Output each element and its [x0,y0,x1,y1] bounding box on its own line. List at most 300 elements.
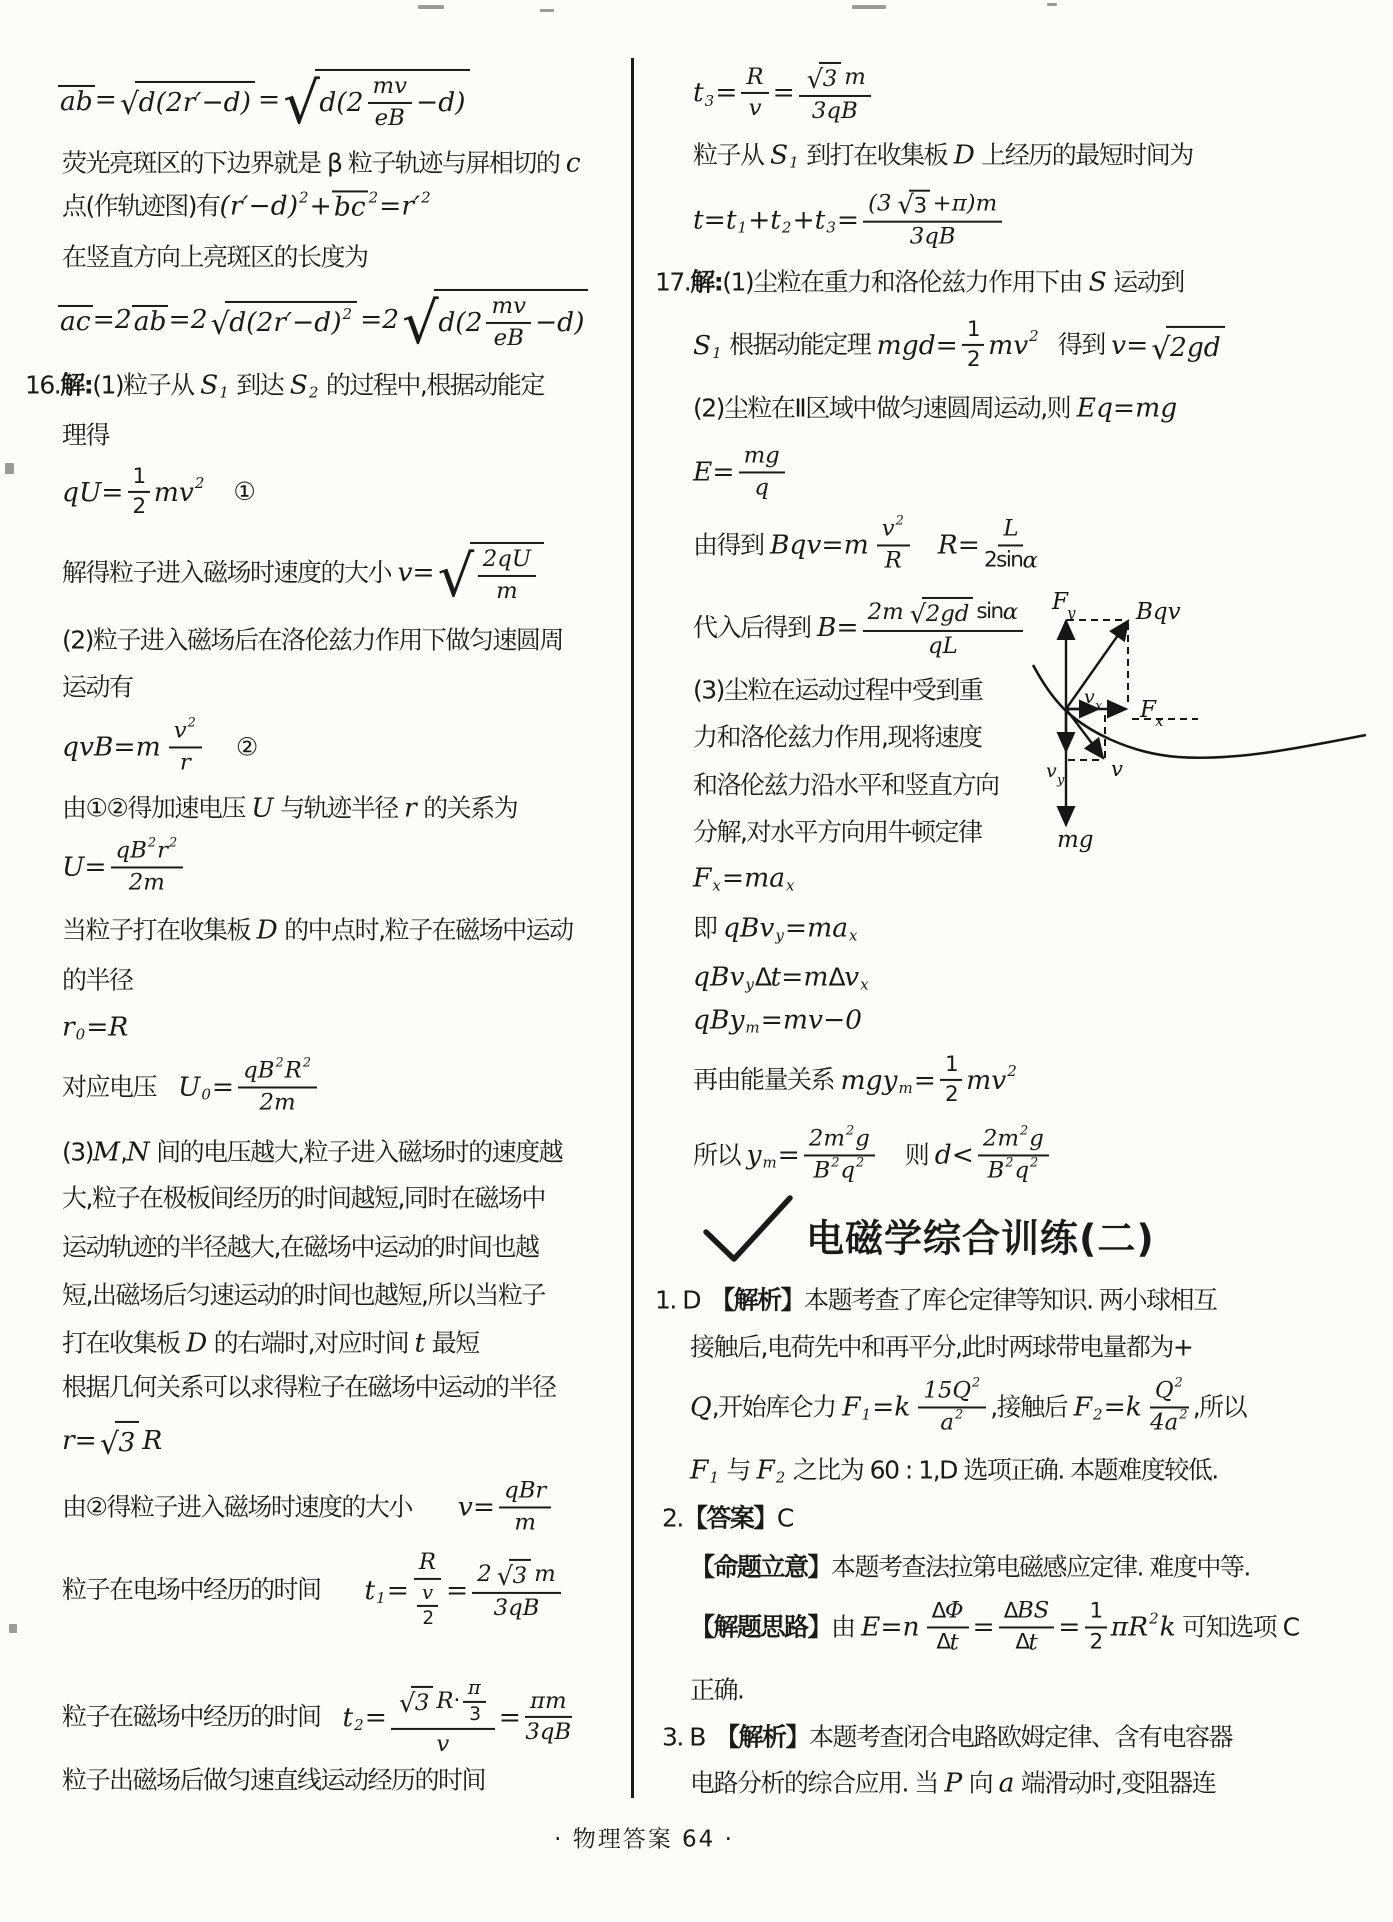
item-1 [655,1284,1216,1315]
math-run: R [884,547,902,573]
text-run: , [120,1137,127,1167]
scan-speck [5,463,14,474]
math-run: qBv [722,912,775,944]
math-run: r [404,792,417,824]
label-v: v [1111,757,1123,781]
text-run: 正确. [690,1675,744,1705]
math-script: 2 [1030,1155,1039,1171]
math-fraction [910,223,956,251]
text-run: 大,粒子在极板间经历的时间越短,同时在磁场中 [62,1183,545,1213]
math-fraction [741,64,768,121]
math-fraction [472,1559,561,1621]
math-fraction [940,1053,962,1107]
formula-line [62,1010,128,1043]
math-run: =2 [360,304,400,336]
math-run: Φ [944,1597,964,1624]
math-run: −d) [534,306,585,338]
formula-line [690,1598,1299,1655]
math-sqrt [470,542,544,604]
math-fraction [463,1677,486,1726]
math-fraction [863,190,1002,251]
math-run: =2 [92,304,132,336]
math-fraction [525,1688,572,1718]
column-divider [631,58,634,1798]
text-run: 短,出磁场后匀速运动的时间也越短,所以当粒子 [62,1280,545,1310]
math-run: v [844,961,860,993]
label-vy: v [1046,760,1057,782]
math-run: BS [1016,1597,1050,1624]
math-run: t [364,1574,376,1606]
math-run: Q [1154,1377,1174,1404]
spacer [700,1300,710,1301]
math-run: = [715,77,738,109]
text-run: 2sin [983,547,1023,573]
math-sqrt [1151,326,1224,368]
math-run: mg [743,442,780,469]
math-run: +π)m [932,190,998,217]
text-run: 由①②得加速电压 [62,793,252,823]
math-sqrt [437,542,544,610]
math-sqrt [225,301,357,339]
math-run: v [173,717,187,744]
math-fraction [368,74,412,131]
math-fraction [877,513,910,546]
math-script: 1 [219,383,229,402]
math-fraction [999,1598,1055,1628]
scan-speck [852,5,886,9]
math-fraction [111,835,184,868]
math-fraction [494,324,524,352]
text-line [690,1674,743,1705]
math-script: 2 [1005,1155,1014,1171]
text-line [62,1182,545,1213]
math-run: g [1029,1125,1044,1152]
label-fx-sub: x [1155,712,1164,730]
math-fraction [799,62,871,124]
math-script: 2 [342,304,353,323]
section-title: 电磁学综合训练(二) [806,1216,1155,1261]
math-run: πR [1110,1611,1149,1643]
math-run: qB [243,1057,275,1084]
math-sqrt [509,1559,532,1590]
math-script: 2 [1029,327,1039,346]
math-run: M [92,1136,121,1168]
math-run: +t [792,204,826,236]
math-sqrt: √ [402,289,438,357]
vector-bqv [1066,621,1128,709]
math-fraction [936,1628,958,1656]
math-sqrt: √ [909,599,925,630]
scan-speck [418,5,444,9]
math-script: 2 [194,474,205,493]
math-fraction [238,1055,317,1115]
math-run: 2gd [1169,331,1221,363]
math-run: t [949,1629,959,1655]
text-run: 与轨迹半径 [273,793,405,823]
math-run: D [185,1327,208,1359]
formula-line [62,465,254,519]
text-run: 再由能量关系 [693,1065,841,1095]
math-run: U= [62,851,107,883]
math-fraction [478,547,536,577]
math-run: =ma [784,912,848,944]
math-script: m [898,1078,913,1097]
math-sqrt [399,1686,433,1717]
math-script: x [860,975,869,994]
math-run: U [251,792,274,824]
math-run: =r′ [379,190,421,222]
math-script: 2 [831,1155,840,1171]
math-script: 2 [846,1123,855,1139]
scan-speck [540,9,554,12]
math-run: −d) [415,86,466,118]
text-line [62,964,133,995]
math-sqrt: √ [806,64,822,95]
math-run: qBv [693,961,745,993]
math-fraction [984,546,1038,574]
math-run: F [693,862,712,894]
text-run: 的右端时,对应时间 [207,1328,415,1358]
formula-line [62,715,257,775]
math-script: 2 [954,1407,964,1423]
text-line [693,816,981,847]
text-run: 粒子从 [693,140,770,170]
math-fraction [1085,1600,1107,1628]
text-run: 当粒子打在收集板 [62,915,257,945]
math-sqrt: √ [398,1688,414,1719]
math-sqrt [922,597,974,628]
formula-line [693,190,1006,251]
text-run: 2 [966,347,980,372]
math-run: mv [988,329,1029,361]
math-run: R [284,1057,302,1084]
math-fraction [478,547,536,604]
math-run: v= [457,1491,496,1523]
math-fraction [391,1677,495,1757]
formula-line [693,513,1042,573]
text-run: C [776,1503,793,1533]
math-fraction [422,1607,432,1630]
math-fraction [436,1730,449,1758]
text-line [62,624,563,655]
label-fx: F [1140,697,1156,723]
math-run: r [157,837,168,864]
math-fraction [525,1718,571,1746]
math-run: 15Q [923,1377,972,1404]
text-line [62,146,581,179]
text-run: ② [235,732,257,762]
math-run: L [1003,515,1019,542]
math-script: y [775,926,784,945]
text-run: 打在收集板 [62,1328,186,1358]
text-run: 2 [422,1608,433,1630]
math-run: F [842,1391,861,1423]
math-run: 3 [822,65,838,92]
text-run: 之比为 60 : 1,D 选项正确. 本题难度较低. [786,1455,1218,1485]
page-footer: · 物理答案 64 · [554,1826,734,1853]
math-run: S [693,329,712,361]
text-run: 间的电压越大,粒子进入磁场时的速度越 [149,1137,563,1167]
math-fraction [129,868,165,896]
math-run: d(2 [438,306,483,338]
math-fraction [494,1594,540,1622]
math-sqrt: √ [496,1561,512,1592]
math-script: 2 [856,1155,865,1171]
math-script: 1 [376,1588,386,1607]
formula-line [693,911,858,944]
math-run: S [769,139,789,171]
math-run: v= [397,557,435,589]
math-run: F [690,1454,709,1486]
math-fraction [169,715,202,775]
math-fraction [813,1156,865,1184]
spacer [156,1087,178,1088]
math-sqrt [434,289,588,351]
math-fraction [260,1088,296,1116]
math-sqrt [897,190,929,219]
math-run: v= [1111,329,1149,361]
math-script: 0 [75,1025,86,1044]
math-sqrt: √ [437,542,473,610]
spacer [891,204,894,205]
text-run: 最短 [425,1328,479,1358]
math-run: bc [333,191,366,223]
math-run: = [913,1064,936,1096]
math-run: r= [62,1424,97,1456]
math-run: P [944,1767,963,1799]
formula-line [62,1421,163,1463]
math-run: = [772,77,795,109]
math-fraction [739,443,785,500]
math-run: ab [133,305,167,337]
text-run: 即 [693,913,723,943]
math-fraction [967,346,979,372]
math-script: 3 [826,218,836,237]
formula-line [693,318,1228,372]
text-run: 1 [944,1051,958,1077]
formula-line [693,960,870,993]
spacer [910,1407,914,1408]
text-line [690,1331,1192,1362]
formula-line [690,1375,1247,1435]
math-fraction [496,577,518,605]
text-run: ,接触后 [990,1392,1074,1422]
text-line [690,1766,1215,1799]
formula-line [62,1055,321,1115]
math-script: 2 [354,1715,364,1734]
math-run: v [421,1580,433,1604]
math-run: = [446,1574,469,1606]
math-fraction [928,632,958,660]
item-2 [662,1502,793,1533]
text-line [693,674,982,705]
math-run: t [414,1327,426,1359]
math-run: E= [693,456,735,488]
text-run: (1)粒子从 [92,370,201,400]
spacer [1040,345,1058,346]
text-run: 根据动能定理 [722,330,877,360]
math-run: =mv−0 [760,1004,863,1036]
math-run: U [178,1071,201,1103]
text-run: ,开始库仑力 [711,1392,843,1422]
text-run: 运动有 [62,672,133,702]
math-script: 2 [1007,1062,1017,1081]
bold-text-run: 【解析】 [714,1722,809,1752]
math-fraction [863,597,1023,632]
math-run: α [1002,598,1019,625]
text-run: 本题考查了库仑定律等知识. 两小球相互 [804,1285,1217,1315]
math-sqrt: √ [99,1427,118,1463]
math-run: mv [153,476,194,508]
text-run: (2)粒子进入磁场后在洛伦兹力作用下做匀速圆周 [62,625,563,655]
math-overline [132,305,169,336]
math-run: m [514,1509,537,1535]
text-run: 到达 [229,370,290,400]
math-run: mgy [840,1064,898,1096]
trajectory-curve [1033,665,1366,758]
text-run: (2)尘粒在Ⅱ区域中做匀速圆周运动,则 [693,393,1077,423]
text-run: 1 [1089,1598,1102,1624]
math-sqrt [497,1559,531,1590]
math-run: a [998,1767,1015,1799]
math-run: d< [934,1139,974,1171]
math-script: 2 [308,383,319,402]
formula-line [58,289,591,357]
text-run: ① [233,477,255,507]
math-script: 2 [275,1055,284,1071]
text-line [62,1764,485,1795]
math-run: +t [748,204,781,236]
formula-line [62,1677,576,1757]
math-run: 2m [808,1125,845,1152]
math-script: y [745,975,754,994]
math-script: 1 [737,218,748,237]
text-line [62,791,517,824]
text-line [62,1231,538,1262]
math-sqrt [283,69,469,137]
math-run: =k [1103,1391,1142,1423]
text-run: 得到 [1057,330,1112,360]
math-fraction [1150,1375,1189,1408]
math-fraction [978,1123,1049,1156]
text-run: 粒子在电场中经历的时间 [62,1575,321,1605]
text-line [690,1551,1250,1582]
text-run: 粒子在磁场中经历的时间 [62,1702,321,1732]
math-sqrt [315,69,469,131]
math-run: D [256,914,278,946]
text-run: Δ [754,962,771,992]
math-run: = [94,84,117,116]
math-run: mv [491,292,526,319]
math-script: 2 [1149,1609,1159,1628]
math-run: D [953,139,975,171]
formula-line [693,1053,1018,1107]
math-fraction [375,104,405,132]
math-script: 2 [147,835,157,851]
math-script: 2 [1093,1405,1103,1424]
spacer [705,1737,715,1738]
math-run: = [211,1071,235,1103]
math-run: S [289,369,308,401]
math-script: 2 [421,188,431,207]
math-fraction [514,1508,536,1536]
math-script: 2 [168,835,178,851]
math-run: S [200,369,219,401]
math-fraction [499,1478,551,1535]
text-line [62,1371,556,1402]
math-run: 2 [477,1560,492,1587]
math-run: =k [872,1391,911,1423]
text-run: 分解,对水平方向用牛顿定律 [693,817,982,847]
math-run: c [565,147,581,179]
math-run: + [309,190,332,222]
math-fraction [988,1156,1040,1184]
text-run: 3. B [662,1722,705,1752]
math-fraction [128,465,150,493]
spacer [869,545,873,546]
math-run: = [498,1701,521,1733]
math-fraction [978,1123,1049,1183]
math-run: q [754,474,769,500]
formula-line [693,62,875,124]
math-fraction [984,516,1038,573]
math-fraction [804,1123,875,1156]
math-fraction [918,1375,986,1435]
math-run: R [418,1548,437,1575]
math-run: a [940,1409,954,1435]
math-sqrt [411,1686,434,1717]
spacer [206,747,236,748]
formula-line [693,597,1027,659]
math-sqrt: √ [283,69,319,137]
math-sqrt [210,301,358,343]
math-script: 2 [187,715,196,731]
math-script: x [786,876,795,895]
math-run: k [1159,1611,1176,1643]
math-fraction [486,294,530,351]
text-run: 端滑动时,变阻器连 [1014,1768,1216,1798]
text-run: 力和洛伦兹力作用,现将速度 [693,722,982,752]
text-run: 的半径 [62,965,133,995]
math-script: 1 [709,1468,719,1487]
math-run: B= [816,612,859,644]
math-fraction [169,715,202,748]
math-fraction [180,748,191,776]
math-run: = [777,1139,800,1171]
math-run: = [836,204,860,236]
math-script: 2 [895,513,904,529]
math-fraction [391,1677,495,1730]
math-run: N [126,1136,150,1168]
math-script: 2 [1020,1123,1029,1139]
item-17 [655,265,1184,298]
bold-text-run: 【答案】 [682,1503,777,1533]
math-run: t [1028,1629,1038,1655]
math-fraction [940,1053,962,1081]
math-run: g [855,1125,870,1152]
text-run: 运动轨迹的半径越大,在磁场中运动的时间也越 [62,1232,539,1262]
math-script: 3 [704,91,715,110]
text-run: 由 [831,1612,861,1642]
text-line [693,391,1177,424]
math-run: qBy [693,1004,745,1036]
math-fraction [754,473,769,501]
math-fraction [1085,1600,1107,1654]
math-run: (3 [868,190,892,217]
math-fraction [133,493,145,519]
spacer [161,747,165,748]
text-line [62,241,368,272]
